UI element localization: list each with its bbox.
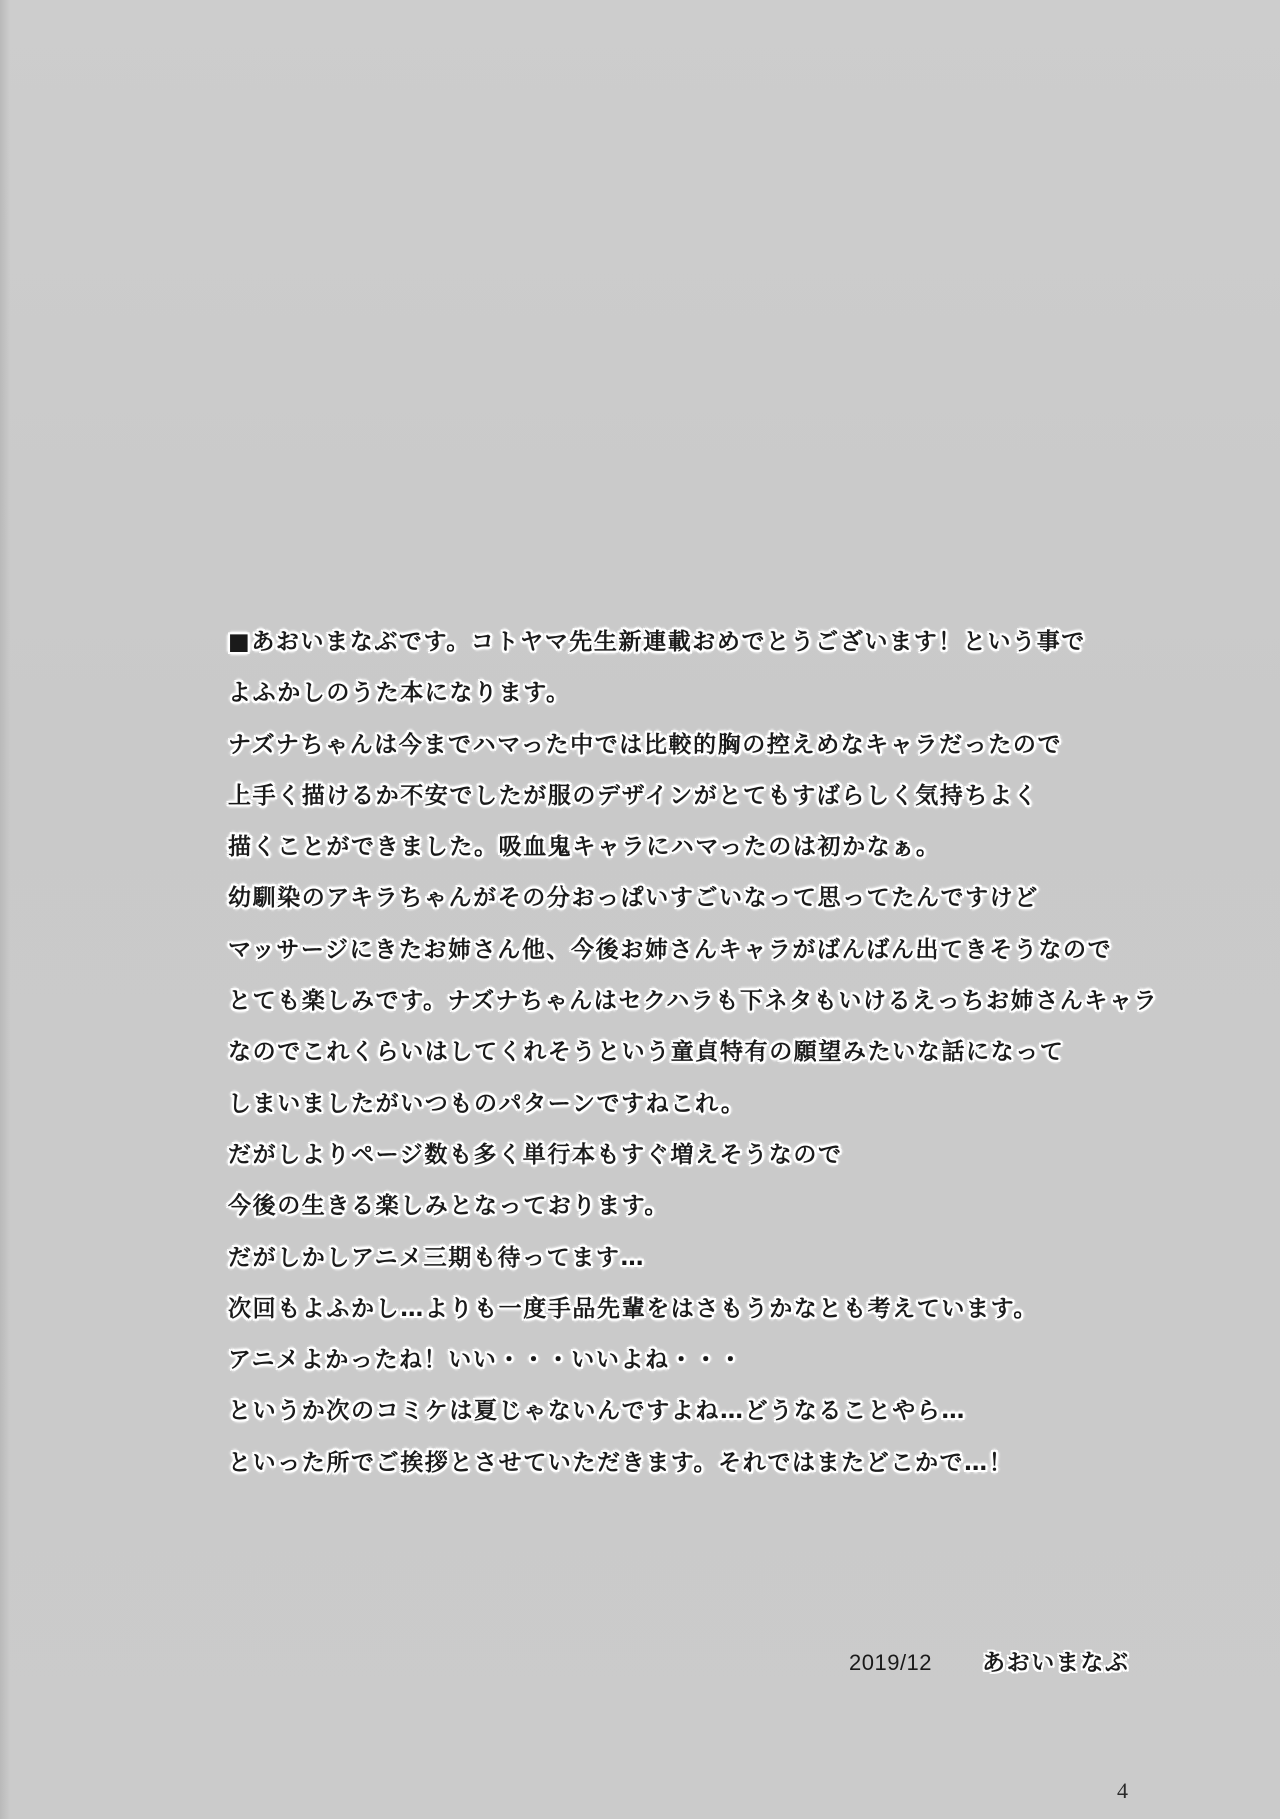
afterword-text [228,617,1248,1489]
signature-author: あおいまなぶ [982,1650,1130,1676]
afterword-line: といった所でご挨拶とさせていただきます。それではまたどこかで…！ [228,1449,1014,1476]
afterword-line: ナズナちゃんは今までハマった中では比較的胸の控えめなキャラだったので [228,731,1063,758]
afterword-line: ■あおいまなぶです。コトヤマ先生新連載おめでとうございます！という事で [228,629,1086,655]
page-number: 4 [1117,1778,1128,1803]
afterword-line: マッサージにきたお姉さん他、今後お姉さんキャラがばんばん出てきそうなので [228,936,1113,963]
page-edge-shadow [0,0,10,1819]
afterword-line: とても楽しみです。ナズナちゃんはセクハラも下ネタもいけるえっちお姉さんキャラ [228,988,1159,1015]
afterword-line: なのでこれくらいはしてくれそうという童貞特有の願望みたいな話になって [228,1039,1065,1066]
afterword-line: 幼馴染のアキラちゃんがその分おっぱいすごいなって思ってたんですけど [228,885,1039,912]
afterword-line: よふかしのうた本になります。 [228,680,571,707]
signature-date: 2019/12 [849,1650,933,1675]
afterword-line: というか次のコミケは夏じゃないんですよね…どうなることやら… [228,1398,966,1425]
afterword-line: しまいましたがいつものパターンですねこれ。 [228,1090,746,1117]
afterword-line: アニメよかったね！いい・・・いいよね・・・ [228,1347,744,1374]
signature [849,1645,1130,1681]
afterword-line: だがしかしアニメ三期も待ってます… [228,1244,646,1271]
afterword-line: 上手く描けるか不安でしたが服のデザインがとてもすばらしく気持ちよく [228,782,1039,809]
afterword-line: だがしよりページ数も多く単行本もすぐ増えそうなので [228,1141,843,1168]
afterword-line: 今後の生きる楽しみとなっております。 [228,1193,669,1220]
afterword-line: 次回もよふかし…よりも一度手品先輩をはさもうかなとも考えています。 [228,1295,1038,1322]
afterword-line: 描くことができました。吸血鬼キャラにハマったのは初かなぁ。 [228,834,941,861]
